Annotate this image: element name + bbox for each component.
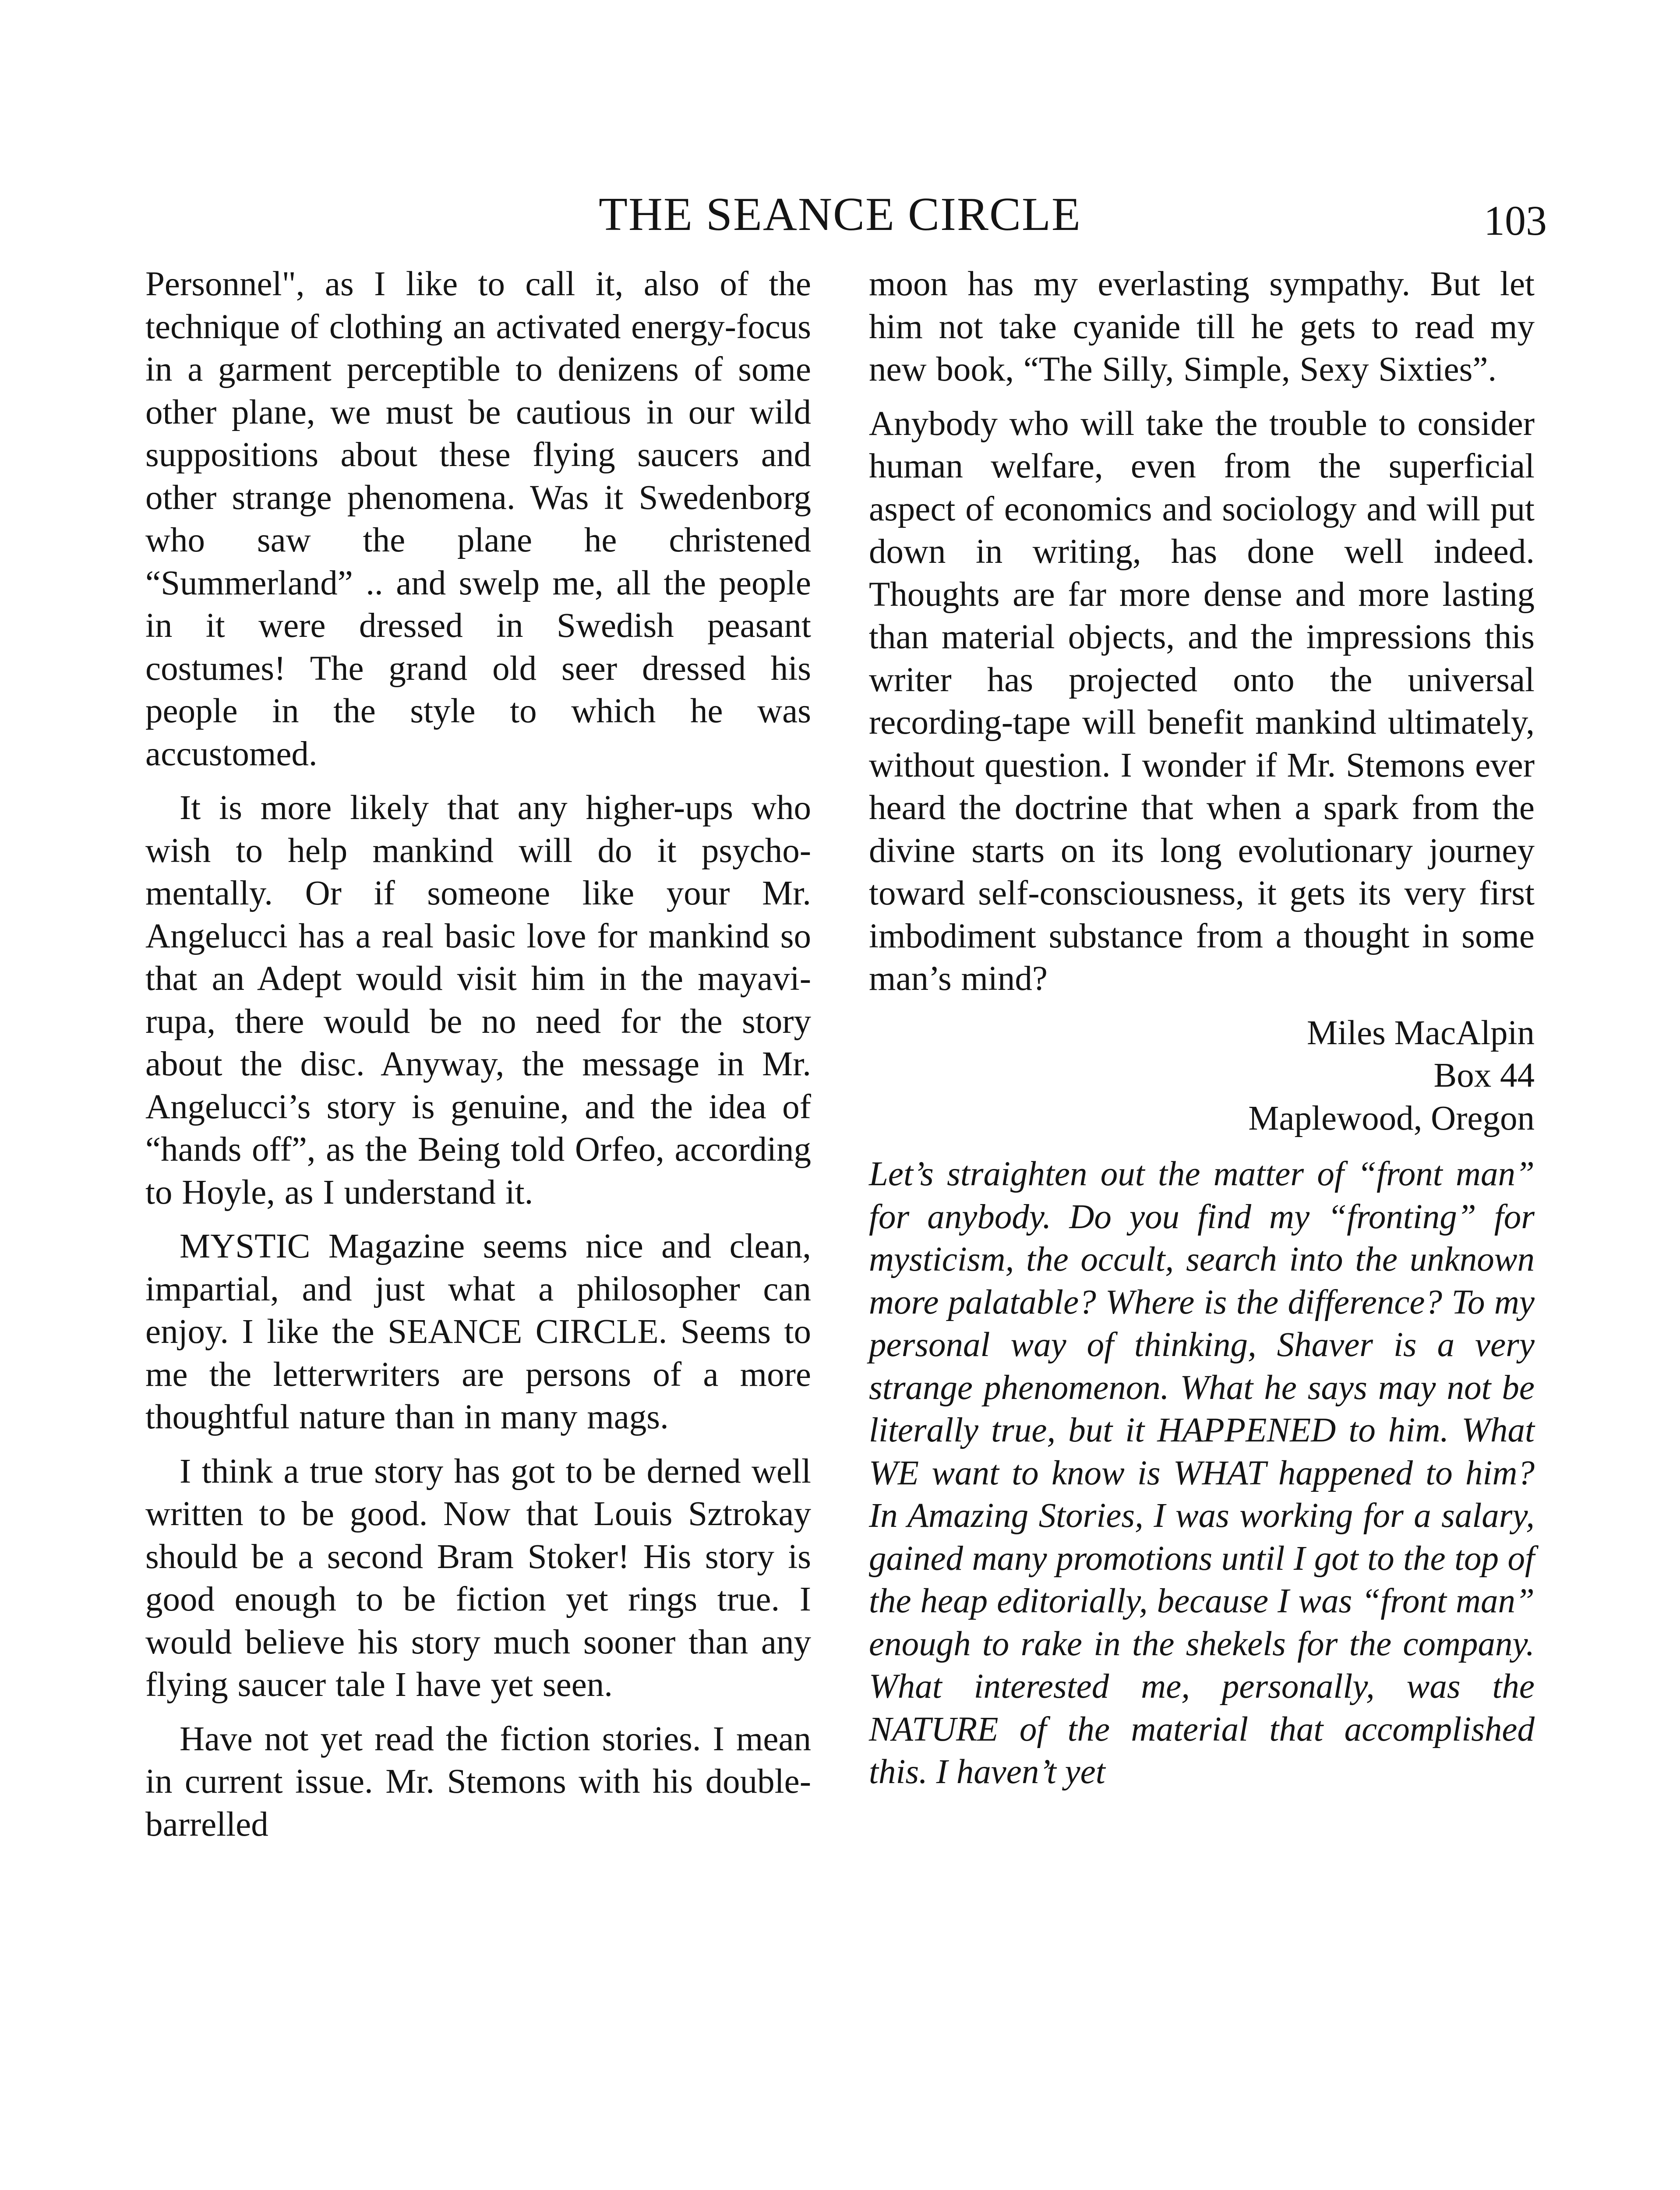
left-column bbox=[145, 263, 811, 1857]
letter-paragraph: Personnel", as I like to call it, also of the technique of clothing an activated energy-focus in a garment perceptible to denizens of some other plane, we must be cautious in our wild suppositions about these flying saucers and other strange phenomena. Was it Swedenborg who saw the plane he christened “Summerland” .. and swelp me, all the people in it were dressed in Swedish peasant costumes! The grand old seer dressed his people in the style to which he was accustomed. bbox=[145, 265, 811, 773]
letter-paragraph: Anybody who will take the trouble to consider human welfare, even from the superficial aspect of economics and sociology and will put down in writing, has done well indeed. Thoughts are far more dense and more lasting than material objects, and the impressions this writer has projected onto the universal recording-tape will benefit mankind ultimately, without question. I wonder if Mr. Stemons ever heard the doctrine that when a spark from the divine starts on its long evolutionary journey toward self-consciousness, it gets its very first imbodiment substance from a thought in some man’s mind? bbox=[869, 404, 1535, 998]
right-column bbox=[869, 263, 1535, 1794]
editor-reply: Let’s straighten out the matter of “front man” for anybody. Do you find my “fronting” for mysticism, the occult, search into the unknown more palatable? Where is the difference? To my personal way of thinking, Shaver is a very strange phenomenon. What he says may not be literally true, but it HAPPENED to him. What WE want to know is WHAT happened to him? In Amazing Stories, I was working for a salary, gained many promotions until I got to the top of the heap editorially, because I was “front man” enough to rake in the shekels for the company. What interested me, personally, was the NATURE of the material that accomplished this. I haven’t yet bbox=[869, 1155, 1535, 1791]
letter-paragraph: Have not yet read the fiction stories. I mean in current issue. Mr. Stemons with his double-barrelled bbox=[145, 1720, 811, 1844]
letter-paragraph: MYSTIC Magazine seems nice and clean, impartial, and just what a philosopher can enjoy. I like the SEANCE CIRCLE. Seems to me the letterwriters are persons of a more thoughtful nature than in many mags. bbox=[145, 1227, 811, 1436]
page-number: 103 bbox=[1484, 197, 1547, 244]
letter-signature bbox=[869, 1012, 1535, 1140]
signature-city: Maplewood, Oregon bbox=[1248, 1099, 1535, 1137]
letter-paragraph: I think a true story has got to be derned well written to be good. Now that Louis Sztrokay should be a second Bram Stoker! His story is good enough to be fiction yet rings true. I would believe his story much sooner than any flying saucer tale I have yet seen. bbox=[145, 1452, 811, 1704]
signature-box: Box 44 bbox=[1433, 1056, 1535, 1095]
letter-paragraph: It is more likely that any higher-ups who wish to help mankind will do it psycho-mentally. Or if someone like your Mr. Angelucci has a real basic love for mankind so that an Adept would visit him in the mayavi-rupa, there would be no need for the story about the disc. Anyway, the message in Mr. Angelucci’s story is genuine, and the idea of “hands off”, as the Being told Orfeo, according to Hoyle, as I understand it. bbox=[145, 789, 811, 1212]
page-header bbox=[0, 184, 1680, 254]
signature-name: Miles MacAlpin bbox=[1306, 1014, 1535, 1052]
running-title: THE SEANCE CIRCLE bbox=[599, 188, 1081, 240]
letter-paragraph: moon has my everlasting sympathy. But let him not take cyanide till he gets to read my new book, “The Silly, Simple, Sexy Sixties”. bbox=[869, 265, 1535, 389]
